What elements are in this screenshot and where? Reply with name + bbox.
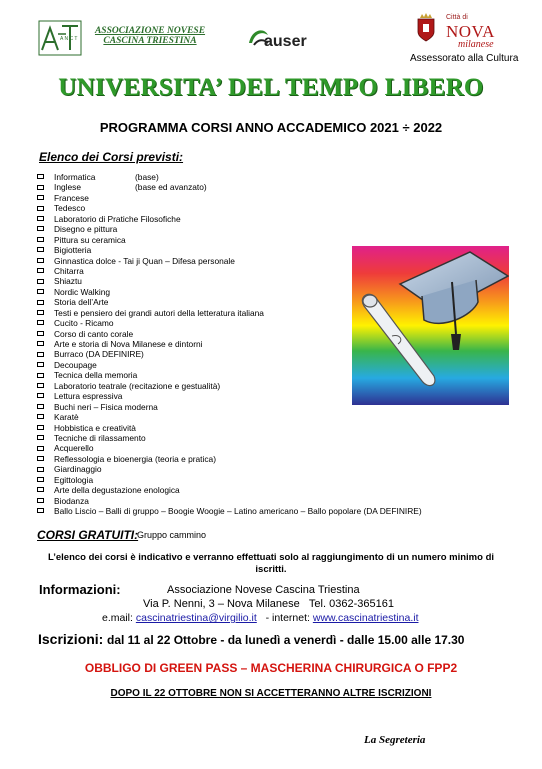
course-name: Laboratorio teatrale (recitazione e gestualità) (54, 380, 221, 391)
enrollment-line (38, 631, 464, 647)
course-name: Ballo Liscio – Balli di gruppo – Boogie Woogie – Latino americano – Ballo popolare (DA DEFINIRE) (54, 506, 422, 516)
course-note: (base ed avanzato) (135, 182, 207, 193)
checkbox-bullet-icon (37, 487, 44, 492)
course-item (37, 172, 422, 182)
course-name: Shiaztu (54, 276, 82, 287)
course-name: Buchi neri – Fisica moderna (54, 401, 158, 412)
signature: La Segreteria (364, 734, 426, 746)
auser-logo-text: auser (264, 33, 307, 50)
checkbox-bullet-icon (37, 383, 44, 388)
internet-label: - internet: (265, 612, 310, 624)
course-item (37, 496, 422, 506)
course-item (37, 182, 422, 192)
checkbox-bullet-icon (37, 237, 44, 242)
course-name: Ginnastica dolce - Tai ji Quan – Difesa personale (54, 255, 235, 266)
checkbox-bullet-icon (37, 456, 44, 461)
checkbox-bullet-icon (37, 414, 44, 419)
email-link[interactable]: cascinatriestina@virgilio.it (135, 612, 257, 624)
course-item (37, 485, 422, 495)
checkbox-bullet-icon (37, 508, 44, 513)
course-name: Giardinaggio (54, 464, 102, 475)
email-label: e.mail: (102, 612, 133, 624)
course-item (37, 412, 422, 422)
course-name: Corso di canto corale (54, 328, 134, 339)
checkbox-bullet-icon (37, 279, 44, 284)
course-item (37, 235, 422, 245)
checkbox-bullet-icon (37, 320, 44, 325)
course-name: Biodanza (54, 495, 89, 506)
course-item (37, 203, 422, 213)
enrollment-label: Iscrizioni: (38, 631, 104, 647)
course-item (37, 454, 422, 464)
info-phone: Tel. 0362-365161 (308, 598, 394, 610)
checkbox-bullet-icon (37, 174, 44, 179)
course-name: Karatè (54, 412, 79, 423)
course-name: Chitarra (54, 265, 84, 276)
checkbox-bullet-icon (37, 247, 44, 252)
checkbox-bullet-icon (37, 477, 44, 482)
anct-logo-text: A N C T (60, 36, 78, 42)
checkbox-bullet-icon (37, 393, 44, 398)
free-courses-heading: CORSI GRATUITI: (37, 528, 139, 542)
checkbox-bullet-icon (37, 185, 44, 190)
course-name: Decoupage (54, 359, 97, 370)
checkbox-bullet-icon (37, 446, 44, 451)
courses-heading: Elenco dei Corsi previsti: (39, 150, 184, 164)
page-subtitle: PROGRAMMA CORSI ANNO ACCADEMICO 2021 ÷ 2022 (99, 120, 443, 135)
checkbox-bullet-icon (37, 331, 44, 336)
course-name: Hobbistica e creatività (54, 422, 136, 433)
association-name: ASSOCIAZIONE NOVESE CASCINA TRIESTINA (94, 26, 206, 46)
course-name: Francese (54, 192, 89, 203)
checkbox-bullet-icon (37, 373, 44, 378)
city-name: NOVA (446, 22, 495, 41)
course-name: Acquerello (54, 443, 94, 454)
checkbox-bullet-icon (37, 216, 44, 221)
checkbox-bullet-icon (37, 226, 44, 231)
checkbox-bullet-icon (37, 435, 44, 440)
course-item (37, 506, 422, 516)
website-link[interactable]: www.cascinatriestina.it (312, 612, 419, 624)
city-name-sub: milanese (458, 39, 494, 50)
course-name: Tecniche di rilassamento (54, 432, 146, 443)
disclaimer-note: L’elenco dei corsi è indicativo e verranno effettuati solo al raggiungimento di un numero minimo di iscritti. (47, 552, 495, 575)
course-name: Laboratorio di Pratiche Filosofiche (54, 213, 181, 224)
course-item (37, 443, 422, 453)
course-name: Testi e pensiero dei grandi autori della letteratura italiana (54, 307, 264, 318)
checkbox-bullet-icon (37, 341, 44, 346)
course-name: Inglese (54, 182, 82, 193)
course-name: Arte della degustazione enologica (54, 485, 180, 496)
course-name: Tecnica della memoria (54, 370, 138, 381)
course-name: Egittologia (54, 474, 94, 485)
checkbox-bullet-icon (37, 310, 44, 315)
checkbox-bullet-icon (37, 268, 44, 273)
info-organization: Associazione Novese Cascina Triestina (167, 584, 360, 596)
checkbox-bullet-icon (37, 195, 44, 200)
assessorato-label: Assessorato alla Cultura (410, 53, 519, 64)
city-crest-icon (416, 12, 436, 42)
enrollment-value: dal 11 al 22 Ottobre - da lunedì a venerdì - dalle 15.00 alle 17.30 (106, 633, 465, 647)
course-item (37, 224, 422, 234)
course-name: Lettura espressiva (54, 391, 123, 402)
course-name: Storia dell’Arte (54, 297, 109, 308)
checkbox-bullet-icon (37, 467, 44, 472)
checkbox-bullet-icon (37, 206, 44, 211)
course-name: Disegno e pittura (54, 224, 118, 235)
anct-logo (38, 20, 82, 56)
page-title: UNIVERSITA’ DEL TEMPO LIBERO (58, 74, 484, 101)
course-item (37, 193, 422, 203)
course-note: (base) (135, 172, 159, 182)
course-name: Informatica (54, 172, 96, 182)
course-item (37, 433, 422, 443)
checkbox-bullet-icon (37, 300, 44, 305)
course-item (37, 475, 422, 485)
info-contacts (102, 612, 418, 624)
course-name: Pittura su ceramica (54, 234, 126, 245)
course-name: Bigiotteria (54, 245, 92, 256)
info-heading: Informazioni: (39, 582, 121, 597)
checkbox-bullet-icon (37, 425, 44, 430)
course-name: Arte e storia di Nova Milanese e dintorni (54, 339, 203, 349)
green-pass-notice: OBBLIGO DI GREEN PASS – MASCHERINA CHIRURGICA O FPP2 (84, 661, 458, 675)
course-item (37, 214, 422, 224)
checkbox-bullet-icon (37, 498, 44, 503)
city-caption: Città di (446, 14, 468, 21)
graduation-cap-illustration (352, 246, 509, 405)
free-courses-value: Gruppo cammino (137, 530, 207, 540)
course-item (37, 423, 422, 433)
course-item (37, 464, 422, 474)
info-address-line (143, 598, 394, 610)
checkbox-bullet-icon (37, 362, 44, 367)
checkbox-bullet-icon (37, 352, 44, 357)
deadline-notice: DOPO IL 22 OTTOBRE NON SI ACCETTERANNO ALTRE ISCRIZIONI (110, 688, 432, 699)
course-name: Tedesco (54, 203, 86, 214)
auser-logo (246, 25, 316, 51)
course-name: Nordic Walking (54, 286, 111, 297)
course-name: Cucito - Ricamo (54, 318, 114, 329)
checkbox-bullet-icon (37, 404, 44, 409)
checkbox-bullet-icon (37, 258, 44, 263)
checkbox-bullet-icon (37, 289, 44, 294)
course-name: Burraco (DA DEFINIRE) (54, 349, 144, 360)
info-address: Via P. Nenni, 3 – Nova Milanese (143, 598, 300, 610)
course-name: Reflessologia e bioenergia (teoria e pratica) (54, 453, 217, 464)
